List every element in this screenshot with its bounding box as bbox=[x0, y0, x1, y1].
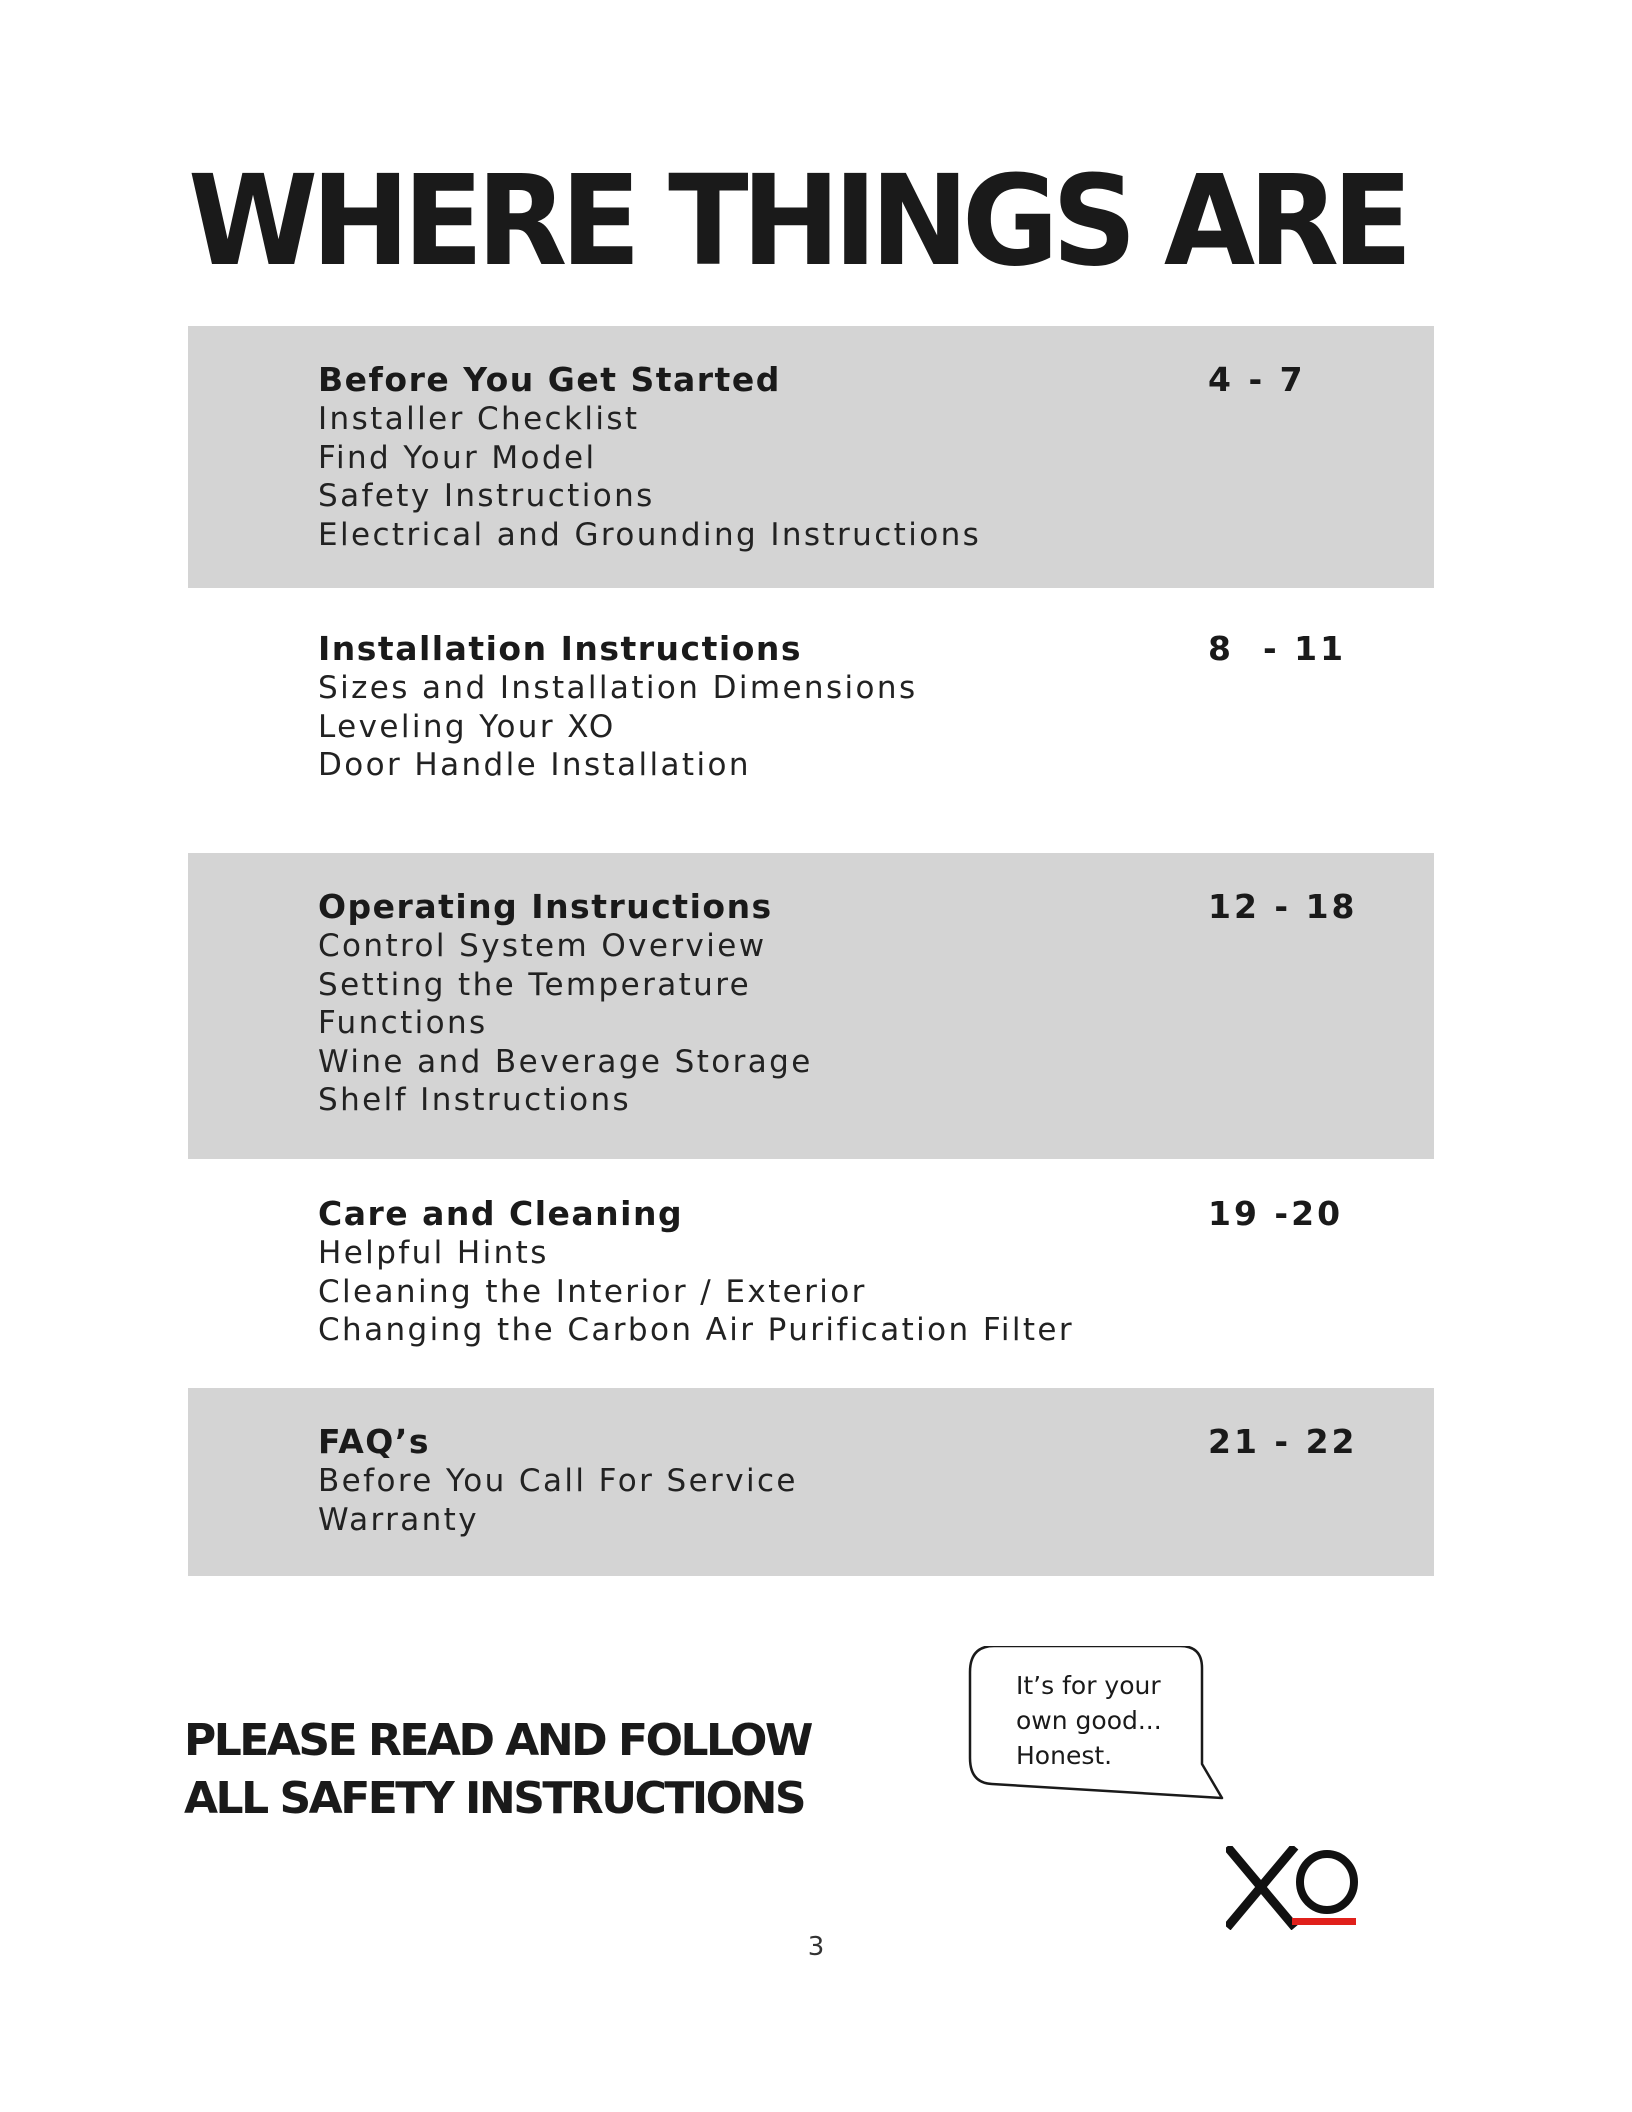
toc-section-heading: Installation Instructions bbox=[318, 629, 802, 668]
toc-section-operating-instructions bbox=[188, 853, 1434, 1159]
toc-section-heading: FAQ’s bbox=[318, 1422, 431, 1461]
toc-section-heading: Care and Cleaning bbox=[318, 1194, 684, 1233]
toc-item: Installer Checklist bbox=[318, 401, 640, 437]
page-number: 3 bbox=[807, 1932, 825, 1962]
toc-item: Safety Instructions bbox=[318, 478, 655, 514]
toc-page-range: 4 - 7 bbox=[1208, 360, 1306, 399]
toc-page-range: 12 - 18 bbox=[1208, 887, 1358, 926]
page-title: WHERE THINGS ARE bbox=[188, 147, 1406, 294]
toc-section-content bbox=[318, 887, 813, 1120]
toc-section-before-you-get-started bbox=[188, 326, 1434, 588]
toc-item: Leveling Your XO bbox=[318, 708, 616, 745]
toc-item: Helpful Hints bbox=[318, 1235, 549, 1271]
speech-bubble-line: Honest. bbox=[1016, 1741, 1113, 1770]
speech-bubble-line: own good... bbox=[1016, 1706, 1162, 1735]
toc-page-range: 8 - 11 bbox=[1208, 629, 1347, 668]
toc-item: Wine and Beverage Storage bbox=[318, 1043, 813, 1080]
xo-logo-icon bbox=[1226, 1846, 1362, 1930]
safety-notice-line: PLEASE READ AND FOLLOW bbox=[184, 1715, 811, 1766]
toc-item: Warranty bbox=[318, 1501, 479, 1538]
toc-item: Electrical and Grounding Instructions bbox=[318, 516, 982, 553]
speech-bubble-line: It’s for your bbox=[1016, 1671, 1161, 1700]
toc-item: Door Handle Installation bbox=[318, 747, 751, 783]
toc-section-care-and-cleaning bbox=[188, 1160, 1434, 1386]
toc-section-content bbox=[318, 629, 918, 785]
speech-bubble bbox=[966, 1646, 1236, 1816]
toc-page-range: 21 - 22 bbox=[1208, 1422, 1358, 1461]
toc-item: Before You Call For Service bbox=[318, 1463, 798, 1499]
safety-notice-line: ALL SAFETY INSTRUCTIONS bbox=[184, 1773, 805, 1824]
toc-item: Find Your Model bbox=[318, 439, 597, 476]
toc-section-heading: Before You Get Started bbox=[318, 360, 781, 399]
toc-section-content bbox=[318, 1422, 798, 1539]
toc-item: Control System Overview bbox=[318, 928, 767, 964]
toc-section-content bbox=[318, 1194, 1074, 1350]
toc-section-heading: Operating Instructions bbox=[318, 887, 773, 926]
speech-bubble-text bbox=[1016, 1668, 1162, 1773]
toc-item: Cleaning the Interior / Exterior bbox=[318, 1273, 867, 1310]
toc-section-content bbox=[318, 360, 981, 554]
toc-section-installation-instructions bbox=[188, 595, 1434, 845]
toc-page-range: 19 -20 bbox=[1208, 1194, 1344, 1233]
toc-item: Setting the Temperature bbox=[318, 966, 752, 1003]
safety-notice bbox=[184, 1712, 811, 1828]
toc-item: Changing the Carbon Air Purification Filter bbox=[318, 1312, 1075, 1348]
toc-item: Shelf Instructions bbox=[318, 1082, 632, 1118]
toc-item: Functions bbox=[318, 1005, 488, 1041]
toc-section-faqs bbox=[188, 1388, 1434, 1576]
toc-item: Sizes and Installation Dimensions bbox=[318, 670, 918, 706]
